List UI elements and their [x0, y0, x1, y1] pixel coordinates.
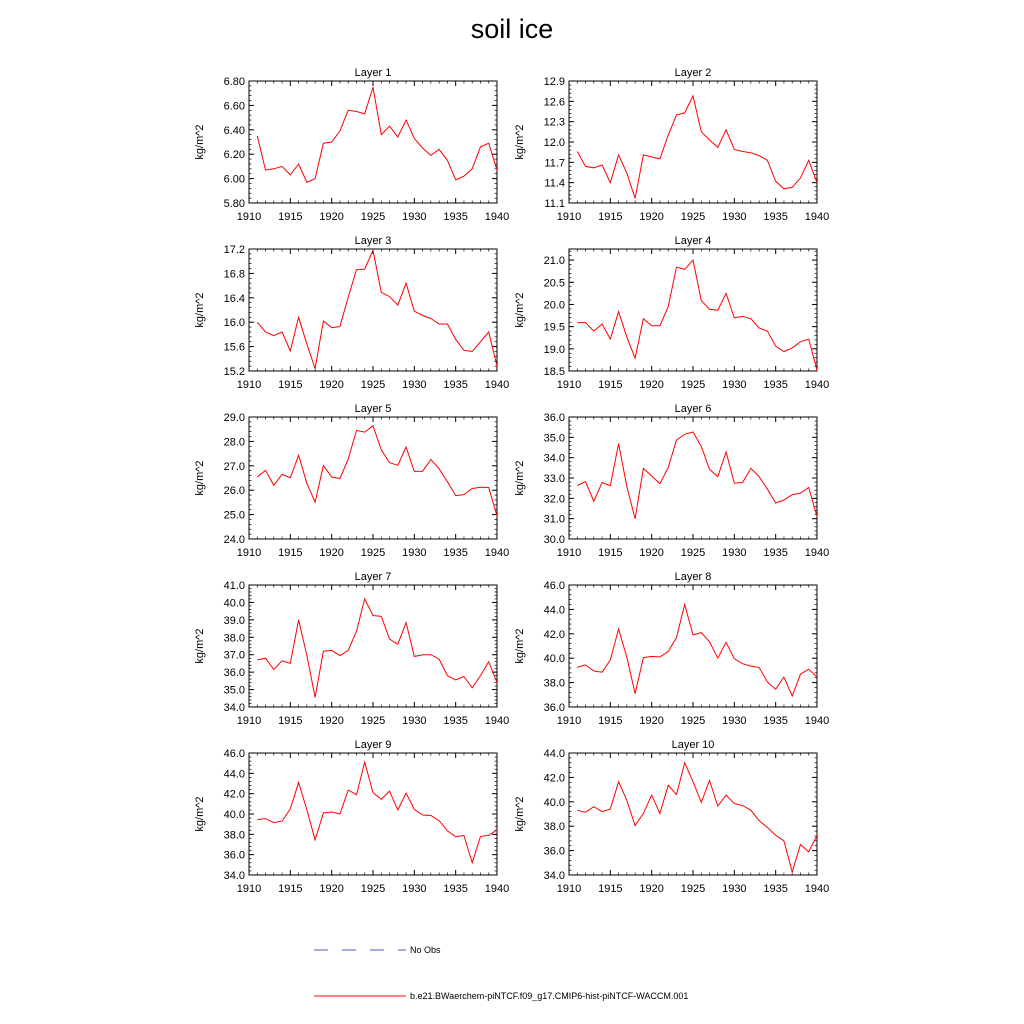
y-tick-label: 16.0: [223, 317, 245, 330]
y-tick-label: 11.7: [544, 157, 565, 170]
y-tick-label: 37.0: [223, 649, 245, 662]
panel-layer-2: [514, 67, 829, 223]
plot-frame: [569, 585, 817, 707]
x-tick-label: 1930: [722, 379, 747, 391]
y-tick-label: 17.2: [223, 244, 245, 256]
panel-layer-10: [514, 739, 829, 895]
y-tick-label: 42.0: [223, 788, 245, 801]
x-tick-label: 1915: [278, 547, 303, 559]
y-axis-label: kg/m^2: [514, 460, 526, 496]
series-line: [257, 762, 497, 863]
legend-model-label: b.e21.BWaerchem-piNTCF.f09_g17.CMIP6-hist-piNTCF-WACCM.001: [410, 991, 689, 1001]
y-tick-label: 44.0: [543, 748, 565, 760]
y-tick-label: 26.0: [223, 485, 245, 498]
y-tick-label: 34.0: [223, 870, 245, 882]
series-line: [577, 96, 817, 198]
y-tick-label: 38.0: [543, 677, 565, 690]
x-tick-label: 1920: [639, 379, 664, 391]
y-tick-label: 36.0: [543, 702, 565, 714]
x-tick-label: 1920: [639, 715, 664, 727]
x-tick-label: 1930: [722, 211, 747, 223]
y-tick-label: 11.1: [544, 198, 565, 210]
x-tick-label: 1910: [236, 715, 262, 727]
series-line: [257, 599, 497, 698]
x-tick-label: 1930: [402, 379, 427, 391]
x-tick-label: 1925: [680, 547, 706, 559]
y-tick-label: 44.0: [543, 604, 565, 617]
x-tick-label: 1920: [319, 547, 344, 559]
x-tick-label: 1930: [402, 883, 427, 895]
x-tick-label: 1925: [360, 379, 386, 391]
x-tick-label: 1925: [360, 715, 386, 727]
y-tick-label: 16.8: [223, 268, 245, 281]
x-tick-label: 1925: [360, 211, 386, 223]
plot-frame: [569, 249, 817, 371]
x-tick-label: 1915: [278, 211, 303, 223]
panel-title: Layer 10: [671, 739, 715, 751]
y-tick-label: 38.0: [543, 821, 565, 834]
y-tick-label: 16.4: [223, 292, 245, 305]
x-tick-label: 1915: [278, 883, 303, 895]
x-tick-label: 1935: [763, 379, 788, 391]
panel-title: Layer 2: [674, 67, 712, 79]
panel-layer-5: [194, 403, 509, 559]
y-axis-label: kg/m^2: [194, 796, 206, 832]
y-tick-label: 15.2: [223, 366, 245, 378]
y-tick-label: 40.0: [223, 809, 245, 821]
x-tick-label: 1915: [598, 547, 623, 559]
x-tick-label: 1930: [722, 715, 747, 727]
panel-title: Layer 9: [354, 739, 392, 751]
y-tick-label: 34.0: [543, 452, 565, 465]
y-axis-label: kg/m^2: [514, 124, 526, 160]
y-tick-label: 41.0: [223, 580, 245, 592]
x-tick-label: 1935: [763, 547, 788, 559]
y-tick-label: 42.0: [543, 628, 565, 641]
y-tick-label: 6.00: [223, 173, 245, 186]
x-tick-label: 1930: [402, 715, 427, 727]
y-tick-label: 44.0: [223, 768, 245, 781]
x-tick-label: 1935: [763, 883, 788, 895]
x-tick-label: 1920: [639, 547, 664, 559]
x-tick-label: 1935: [443, 715, 468, 727]
x-tick-label: 1915: [598, 715, 623, 727]
x-tick-label: 1910: [556, 715, 582, 727]
y-tick-label: 6.40: [223, 124, 245, 137]
y-tick-label: 6.80: [223, 76, 245, 88]
x-tick-label: 1920: [319, 715, 344, 727]
legend: [314, 945, 688, 1001]
x-tick-label: 1925: [360, 883, 386, 895]
y-tick-label: 34.0: [543, 870, 565, 882]
x-tick-label: 1925: [680, 379, 706, 391]
y-tick-label: 42.0: [543, 772, 565, 785]
x-tick-label: 1935: [443, 547, 468, 559]
panel-layer-6: [514, 403, 829, 559]
x-tick-label: 1940: [484, 379, 510, 391]
panel-title: Layer 7: [354, 571, 392, 583]
panel-title: Layer 1: [354, 67, 392, 79]
x-tick-label: 1915: [598, 211, 623, 223]
y-tick-label: 40.0: [543, 796, 565, 809]
y-tick-label: 24.0: [223, 534, 245, 546]
x-tick-label: 1910: [556, 379, 582, 391]
panel-layer-3: [194, 235, 509, 391]
y-tick-label: 12.6: [543, 96, 565, 109]
plot-frame: [249, 417, 497, 539]
y-axis-label: kg/m^2: [514, 628, 526, 664]
x-tick-label: 1910: [556, 547, 582, 559]
x-tick-label: 1925: [680, 715, 706, 727]
x-tick-label: 1910: [556, 211, 582, 223]
y-tick-label: 32.0: [543, 493, 565, 506]
panel-layer-8: [514, 571, 829, 727]
x-tick-label: 1935: [443, 883, 468, 895]
panel-layer-4: [514, 235, 829, 391]
series-line: [577, 763, 817, 872]
y-tick-label: 12.9: [543, 76, 565, 88]
x-tick-label: 1910: [556, 883, 582, 895]
x-tick-label: 1915: [278, 379, 303, 391]
panel-title: Layer 4: [674, 235, 712, 247]
x-tick-label: 1920: [639, 883, 664, 895]
x-tick-label: 1910: [236, 379, 262, 391]
x-tick-label: 1920: [319, 379, 344, 391]
x-tick-label: 1910: [236, 883, 262, 895]
x-tick-label: 1925: [680, 883, 706, 895]
y-axis-label: kg/m^2: [194, 460, 206, 496]
x-tick-label: 1915: [278, 715, 303, 727]
x-tick-label: 1940: [804, 715, 830, 727]
x-tick-label: 1920: [319, 211, 344, 223]
x-tick-label: 1910: [236, 211, 262, 223]
y-tick-label: 36.0: [543, 412, 565, 424]
y-tick-label: 30.0: [543, 534, 565, 546]
plot-frame: [569, 753, 817, 875]
x-tick-label: 1940: [804, 211, 830, 223]
x-tick-label: 1940: [804, 379, 830, 391]
x-tick-label: 1940: [484, 883, 510, 895]
x-tick-label: 1930: [722, 883, 747, 895]
y-tick-label: 19.0: [543, 343, 565, 356]
y-tick-label: 6.20: [223, 149, 245, 162]
x-tick-label: 1915: [598, 883, 623, 895]
y-tick-label: 12.0: [543, 137, 565, 149]
y-tick-label: 15.6: [223, 341, 245, 354]
y-tick-label: 36.0: [223, 667, 245, 680]
y-tick-label: 40.0: [223, 597, 245, 610]
panels-group: [194, 67, 829, 895]
panel-title: Layer 6: [674, 403, 712, 415]
y-axis-label: kg/m^2: [194, 292, 206, 328]
y-tick-label: 36.0: [543, 845, 565, 858]
x-tick-label: 1935: [763, 715, 788, 727]
x-tick-label: 1915: [598, 379, 623, 391]
x-tick-label: 1930: [722, 547, 747, 559]
y-tick-label: 27.0: [223, 460, 245, 473]
y-tick-label: 33.0: [543, 473, 565, 485]
panel-layer-7: [194, 571, 509, 727]
y-tick-label: 38.0: [223, 632, 245, 645]
x-tick-label: 1930: [402, 547, 427, 559]
y-tick-label: 5.80: [223, 198, 245, 210]
y-tick-label: 38.0: [223, 829, 245, 842]
y-tick-label: 35.0: [543, 432, 565, 445]
y-tick-label: 20.5: [543, 277, 565, 290]
y-axis-label: kg/m^2: [194, 628, 206, 664]
series-line: [577, 260, 817, 370]
y-tick-label: 40.0: [543, 653, 565, 666]
y-tick-label: 36.0: [223, 849, 245, 862]
y-tick-label: 6.60: [223, 100, 245, 113]
panel-layer-1: [194, 67, 509, 223]
y-tick-label: 25.0: [223, 509, 245, 522]
x-tick-label: 1930: [402, 211, 427, 223]
series-line: [257, 250, 497, 368]
y-axis-label: kg/m^2: [514, 796, 526, 832]
x-tick-label: 1935: [443, 211, 468, 223]
x-tick-label: 1940: [804, 547, 830, 559]
y-tick-label: 12.3: [543, 116, 565, 129]
plot-frame: [249, 753, 497, 875]
y-tick-label: 46.0: [223, 748, 245, 760]
y-tick-label: 29.0: [223, 412, 245, 424]
series-line: [257, 87, 497, 182]
panel-title: Layer 5: [354, 403, 392, 415]
plot-frame: [569, 417, 817, 539]
plot-frame: [249, 81, 497, 203]
y-tick-label: 11.4: [544, 177, 565, 190]
x-tick-label: 1925: [680, 211, 706, 223]
x-tick-label: 1935: [443, 379, 468, 391]
plot-frame: [249, 249, 497, 371]
y-tick-label: 31.0: [543, 513, 565, 526]
legend-no-obs-label: No Obs: [410, 945, 441, 955]
y-axis-label: kg/m^2: [514, 292, 526, 328]
series-line: [577, 432, 817, 519]
y-tick-label: 35.0: [223, 684, 245, 697]
panel-title: Layer 3: [354, 235, 392, 247]
x-tick-label: 1920: [639, 211, 664, 223]
series-line: [577, 605, 817, 697]
x-tick-label: 1940: [484, 211, 510, 223]
x-tick-label: 1940: [804, 883, 830, 895]
x-tick-label: 1925: [360, 547, 386, 559]
y-tick-label: 46.0: [543, 580, 565, 592]
series-line: [257, 426, 497, 516]
y-tick-label: 20.0: [543, 299, 565, 312]
x-tick-label: 1935: [763, 211, 788, 223]
y-tick-label: 18.5: [543, 366, 565, 378]
y-tick-label: 39.0: [223, 614, 245, 627]
x-tick-label: 1940: [484, 547, 510, 559]
y-tick-label: 19.5: [543, 321, 565, 334]
figure-title: soil ice: [470, 14, 554, 44]
panel-title: Layer 8: [674, 571, 712, 583]
x-tick-label: 1910: [236, 547, 262, 559]
y-tick-label: 28.0: [223, 436, 245, 449]
plot-frame: [249, 585, 497, 707]
y-tick-label: 34.0: [223, 702, 245, 714]
y-axis-label: kg/m^2: [194, 124, 206, 160]
x-tick-label: 1920: [319, 883, 344, 895]
panel-layer-9: [194, 739, 509, 895]
x-tick-label: 1940: [484, 715, 510, 727]
y-tick-label: 21.0: [543, 255, 565, 268]
